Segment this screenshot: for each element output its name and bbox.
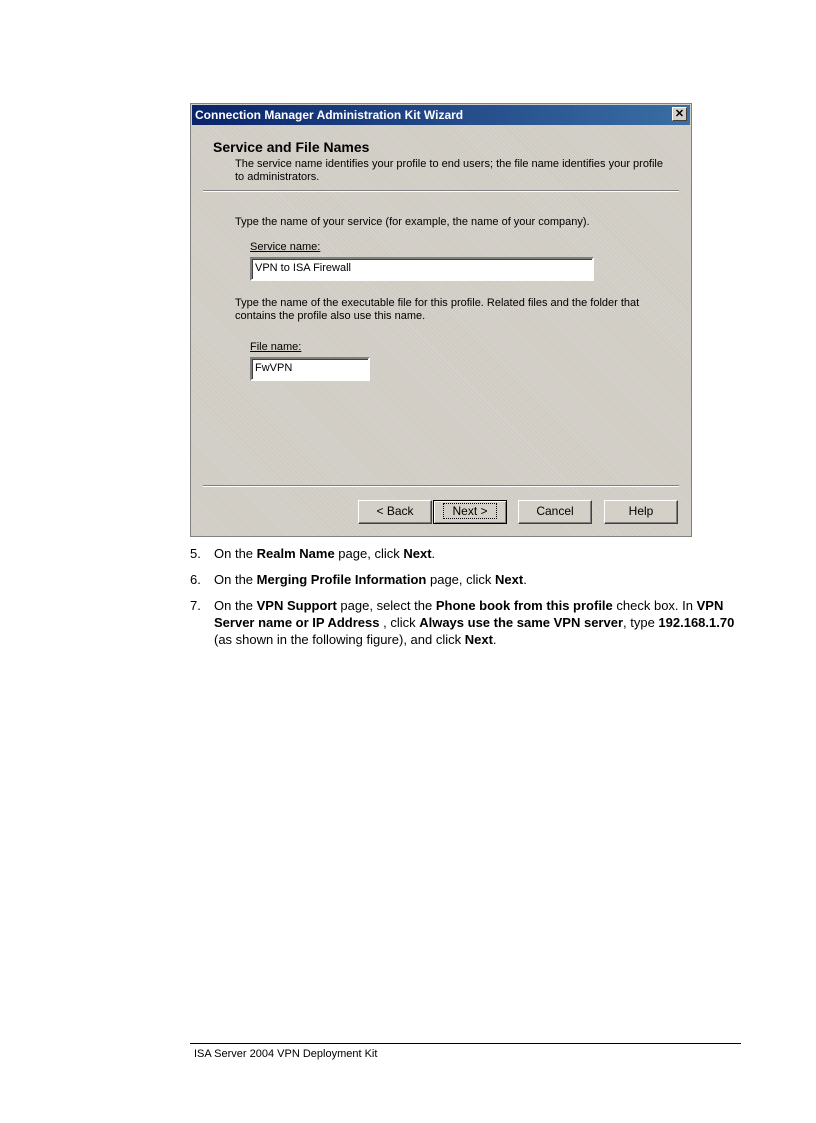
page-title: Service and File Names <box>213 139 370 155</box>
dialog-title: Connection Manager Administration Kit Wizard <box>195 108 464 122</box>
step-text: , click <box>379 615 420 630</box>
footer-divider <box>203 485 679 487</box>
step-bold-text: Next <box>403 546 432 561</box>
service-name-label <box>250 241 320 254</box>
step-bold-text: Realm Name <box>256 546 335 561</box>
step-text: . <box>431 546 436 561</box>
back-button[interactable]: < Back <box>358 500 432 524</box>
step-bold-text: Next <box>495 572 524 587</box>
wizard-dialog <box>190 103 692 537</box>
file-name-label <box>250 341 301 354</box>
next-button-label: Next > <box>443 503 496 519</box>
step-text: , type <box>623 615 659 630</box>
step-bold-text: Next <box>464 632 493 647</box>
close-icon[interactable]: ✕ <box>672 107 687 121</box>
file-name-label-text: File name: <box>250 341 302 353</box>
step-text: check box. In <box>612 598 697 613</box>
file-name-input[interactable]: FwVPN <box>250 357 370 381</box>
step-bold-text: 192.168.1.70 <box>658 615 735 630</box>
service-name-label-text: Service name: <box>250 241 321 253</box>
step-text: . <box>523 572 527 587</box>
step-bold-text: Phone book from this profile <box>435 598 613 613</box>
page-footer: ISA Server 2004 VPN Deployment Kit <box>194 1048 378 1060</box>
step-number: 5. <box>190 546 201 561</box>
help-button[interactable]: Help <box>604 500 678 524</box>
step-text: . <box>492 632 497 647</box>
step-bold-text: Always use the same VPN server <box>419 615 623 630</box>
step-bold-text: Merging Profile Information <box>256 572 427 587</box>
step-item <box>190 597 750 648</box>
step-text: (as shown in the following figure), and click <box>214 632 465 647</box>
header-divider <box>203 190 679 192</box>
step-item <box>190 545 750 562</box>
step-text: page, select the <box>336 598 436 613</box>
step-text: On the <box>214 598 257 613</box>
step-item <box>190 571 750 588</box>
cancel-button[interactable]: Cancel <box>518 500 592 524</box>
next-button[interactable] <box>433 500 507 524</box>
step-number: 7. <box>190 598 201 613</box>
step-number: 6. <box>190 572 201 587</box>
step-text: page, click <box>426 572 496 587</box>
dialog-titlebar <box>192 105 690 125</box>
step-bold-text: VPN Server name or IP Address <box>214 598 724 630</box>
page-subtitle: The service name identifies your profile to end users; the file name identifies your profile to administrators. <box>235 158 663 183</box>
file-prompt: Type the name of the executable file for this profile. Related files and the folder that contains the profile also use this name. <box>235 297 640 322</box>
service-prompt: Type the name of your service (for example, the name of your company). <box>235 216 590 228</box>
step-text: On the <box>214 572 257 587</box>
step-bold-text: VPN Support <box>256 598 337 613</box>
service-name-input[interactable]: VPN to ISA Firewall <box>250 257 594 281</box>
footer-divider-line <box>190 1043 741 1044</box>
step-text: On the <box>214 546 257 561</box>
step-text: page, click <box>334 546 404 561</box>
instruction-steps <box>190 545 750 657</box>
